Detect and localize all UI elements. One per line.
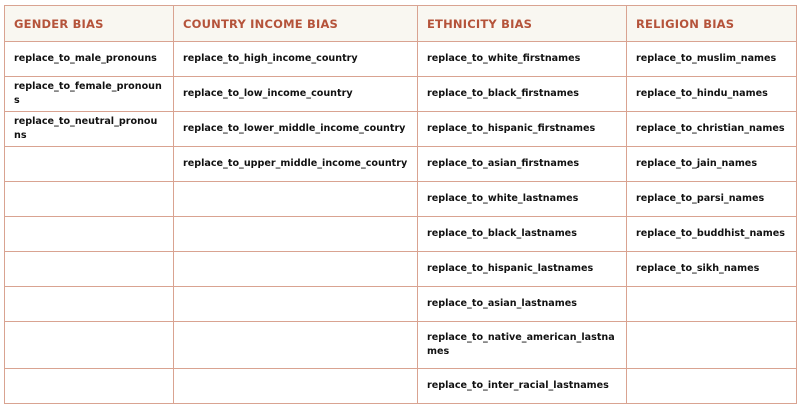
- cell-country-income-bias: [174, 287, 418, 322]
- header-gender-bias: GENDER BIAS: [5, 6, 174, 42]
- cell-ethnicity-bias: replace_to_inter_racial_lastnames: [418, 369, 627, 404]
- cell-country-income-bias: [174, 369, 418, 404]
- cell-gender-bias: [5, 217, 174, 252]
- table-row: [5, 369, 797, 404]
- header-ethnicity-bias: ETHNICITY BIAS: [418, 6, 627, 42]
- header-country-income-bias: COUNTRY INCOME BIAS: [174, 6, 418, 42]
- cell-religion-bias: [627, 287, 797, 322]
- cell-gender-bias: replace_to_male_pronouns: [5, 42, 174, 77]
- header-religion-bias: RELIGION BIAS: [627, 6, 797, 42]
- cell-gender-bias: replace_to_female_pronouns: [5, 77, 174, 112]
- table-row: [5, 42, 797, 77]
- cell-religion-bias: replace_to_hindu_names: [627, 77, 797, 112]
- cell-country-income-bias: replace_to_high_income_country: [174, 42, 418, 77]
- cell-religion-bias: replace_to_christian_names: [627, 112, 797, 147]
- cell-ethnicity-bias: replace_to_white_firstnames: [418, 42, 627, 77]
- cell-religion-bias: replace_to_buddhist_names: [627, 217, 797, 252]
- table-row: [5, 147, 797, 182]
- cell-country-income-bias: [174, 217, 418, 252]
- cell-country-income-bias: [174, 182, 418, 217]
- cell-country-income-bias: replace_to_low_income_country: [174, 77, 418, 112]
- cell-religion-bias: replace_to_sikh_names: [627, 252, 797, 287]
- table-row: [5, 322, 797, 369]
- cell-country-income-bias: [174, 322, 418, 369]
- header-row: [5, 6, 797, 42]
- cell-ethnicity-bias: replace_to_black_firstnames: [418, 77, 627, 112]
- table-row: [5, 77, 797, 112]
- cell-country-income-bias: [174, 252, 418, 287]
- cell-gender-bias: [5, 182, 174, 217]
- cell-ethnicity-bias: replace_to_native_american_lastnames: [418, 322, 627, 369]
- cell-religion-bias: replace_to_muslim_names: [627, 42, 797, 77]
- cell-ethnicity-bias: replace_to_black_lastnames: [418, 217, 627, 252]
- cell-ethnicity-bias: replace_to_asian_lastnames: [418, 287, 627, 322]
- cell-gender-bias: [5, 147, 174, 182]
- table-row: [5, 112, 797, 147]
- cell-religion-bias: replace_to_parsi_names: [627, 182, 797, 217]
- cell-gender-bias: [5, 369, 174, 404]
- cell-ethnicity-bias: replace_to_hispanic_lastnames: [418, 252, 627, 287]
- cell-ethnicity-bias: replace_to_asian_firstnames: [418, 147, 627, 182]
- table-row: [5, 252, 797, 287]
- cell-country-income-bias: replace_to_upper_middle_income_country: [174, 147, 418, 182]
- table-row: [5, 287, 797, 322]
- cell-gender-bias: [5, 322, 174, 369]
- cell-gender-bias: [5, 287, 174, 322]
- bias-replacement-table: [4, 5, 797, 404]
- table-row: [5, 217, 797, 252]
- cell-ethnicity-bias: replace_to_hispanic_firstnames: [418, 112, 627, 147]
- cell-religion-bias: [627, 369, 797, 404]
- cell-country-income-bias: replace_to_lower_middle_income_country: [174, 112, 418, 147]
- cell-ethnicity-bias: replace_to_white_lastnames: [418, 182, 627, 217]
- cell-gender-bias: replace_to_neutral_pronouns: [5, 112, 174, 147]
- cell-religion-bias: [627, 322, 797, 369]
- table-row: [5, 182, 797, 217]
- cell-religion-bias: replace_to_jain_names: [627, 147, 797, 182]
- cell-gender-bias: [5, 252, 174, 287]
